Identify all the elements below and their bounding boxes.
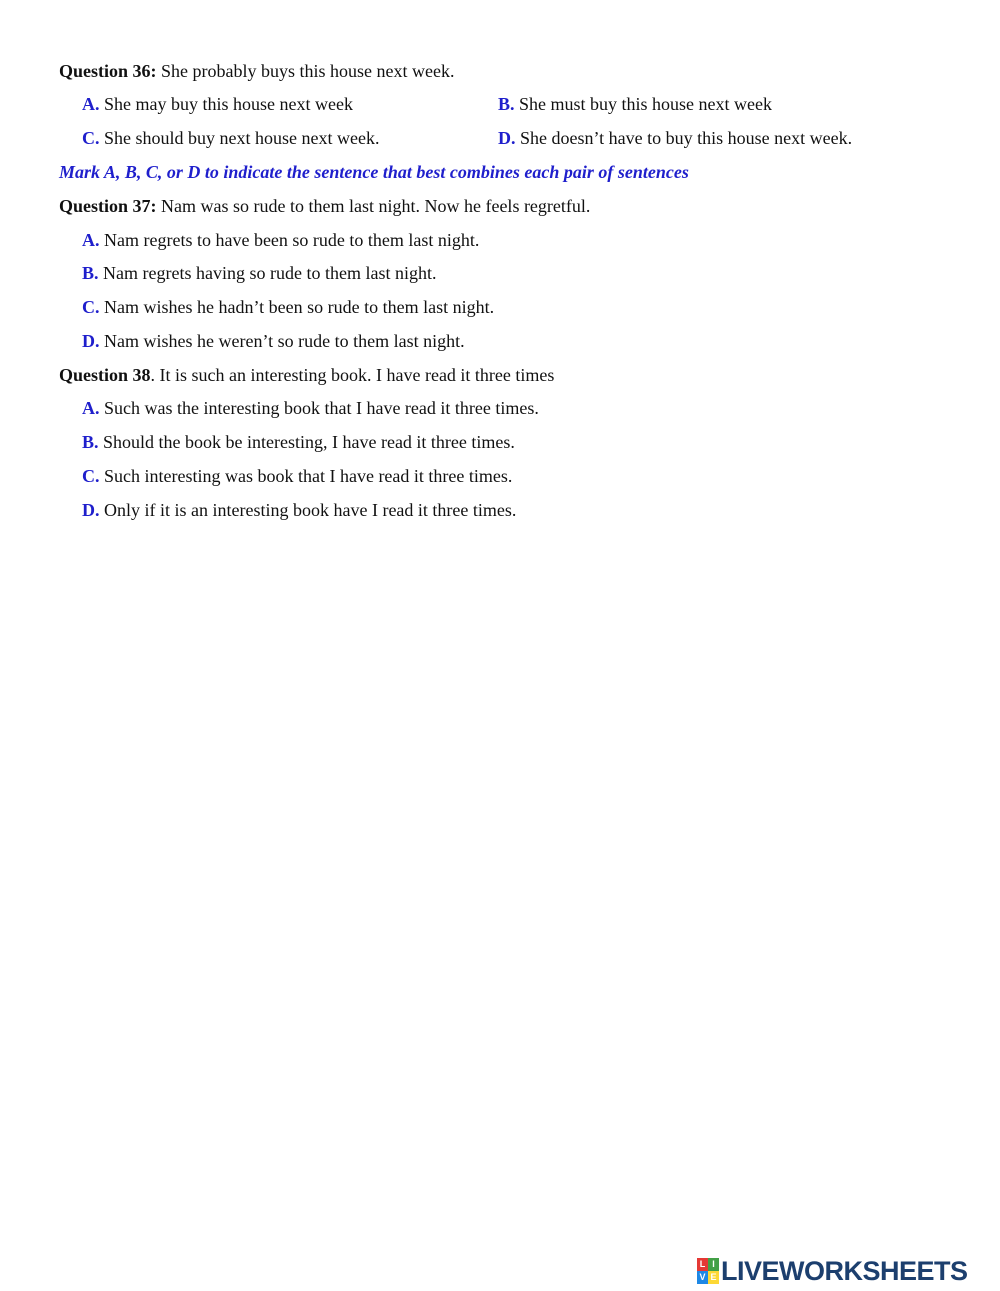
option-letter: C. [82,466,100,486]
logo-block-e: E [708,1271,719,1284]
option-letter: B. [498,94,515,114]
option-text: Only if it is an interesting book have I read it three times. [99,500,517,520]
question-label: Question 37: [59,196,157,216]
liveworksheets-logo [697,1256,968,1286]
logo-blocks-icon [697,1258,719,1284]
option-text: Nam regrets having so rude to them last night. [98,263,437,283]
option-letter: A. [82,398,100,418]
section-instruction: Mark A, B, C, or D to indicate the sentence that best combines each pair of sentences [59,162,689,182]
question-37 [59,195,590,217]
option-text: She doesn’t have to buy this house next week. [515,128,853,148]
option-text: She must buy this house next week [514,94,772,114]
option-letter: D. [498,128,516,148]
option-b[interactable] [498,93,772,115]
option-letter: B. [82,432,99,452]
option-c[interactable] [82,127,379,149]
option-letter: D. [82,331,100,351]
option-letter: A. [82,230,100,250]
option-b[interactable] [82,431,515,453]
question-36 [59,60,454,82]
logo-block-l: L [697,1258,708,1271]
logo-block-v: V [697,1271,708,1284]
option-text: Such was the interesting book that I have read it three times. [99,398,539,418]
question-text: Nam was so rude to them last night. Now he feels regretful. [156,196,591,216]
question-label: Question 36: [59,61,157,81]
option-a[interactable] [82,397,539,419]
option-d[interactable] [82,499,516,521]
option-text: Nam regrets to have been so rude to them last night. [99,230,480,250]
option-d[interactable] [82,330,465,352]
option-text: She should buy next house next week. [99,128,380,148]
option-letter: B. [82,263,99,283]
logo-block-i: I [708,1258,719,1271]
option-c[interactable] [82,296,494,318]
option-a[interactable] [82,93,353,115]
option-c[interactable] [82,465,512,487]
question-text: She probably buys this house next week. [156,61,455,81]
question-label: Question 38 [59,365,151,385]
option-letter: A. [82,94,100,114]
option-d[interactable] [498,127,852,149]
option-b[interactable] [82,262,436,284]
option-text: Should the book be interesting, I have read it three times. [98,432,515,452]
question-38 [59,364,554,386]
option-text: Nam wishes he hadn’t been so rude to them last night. [99,297,495,317]
question-text: . It is such an interesting book. I have read it three times [150,365,555,385]
option-letter: D. [82,500,100,520]
option-text: Such interesting was book that I have read it three times. [99,466,513,486]
logo-text: LIVEWORKSHEETS [721,1256,968,1286]
option-letter: C. [82,128,100,148]
option-a[interactable] [82,229,479,251]
option-text: She may buy this house next week [99,94,353,114]
option-text: Nam wishes he weren’t so rude to them last night. [99,331,465,351]
option-letter: C. [82,297,100,317]
